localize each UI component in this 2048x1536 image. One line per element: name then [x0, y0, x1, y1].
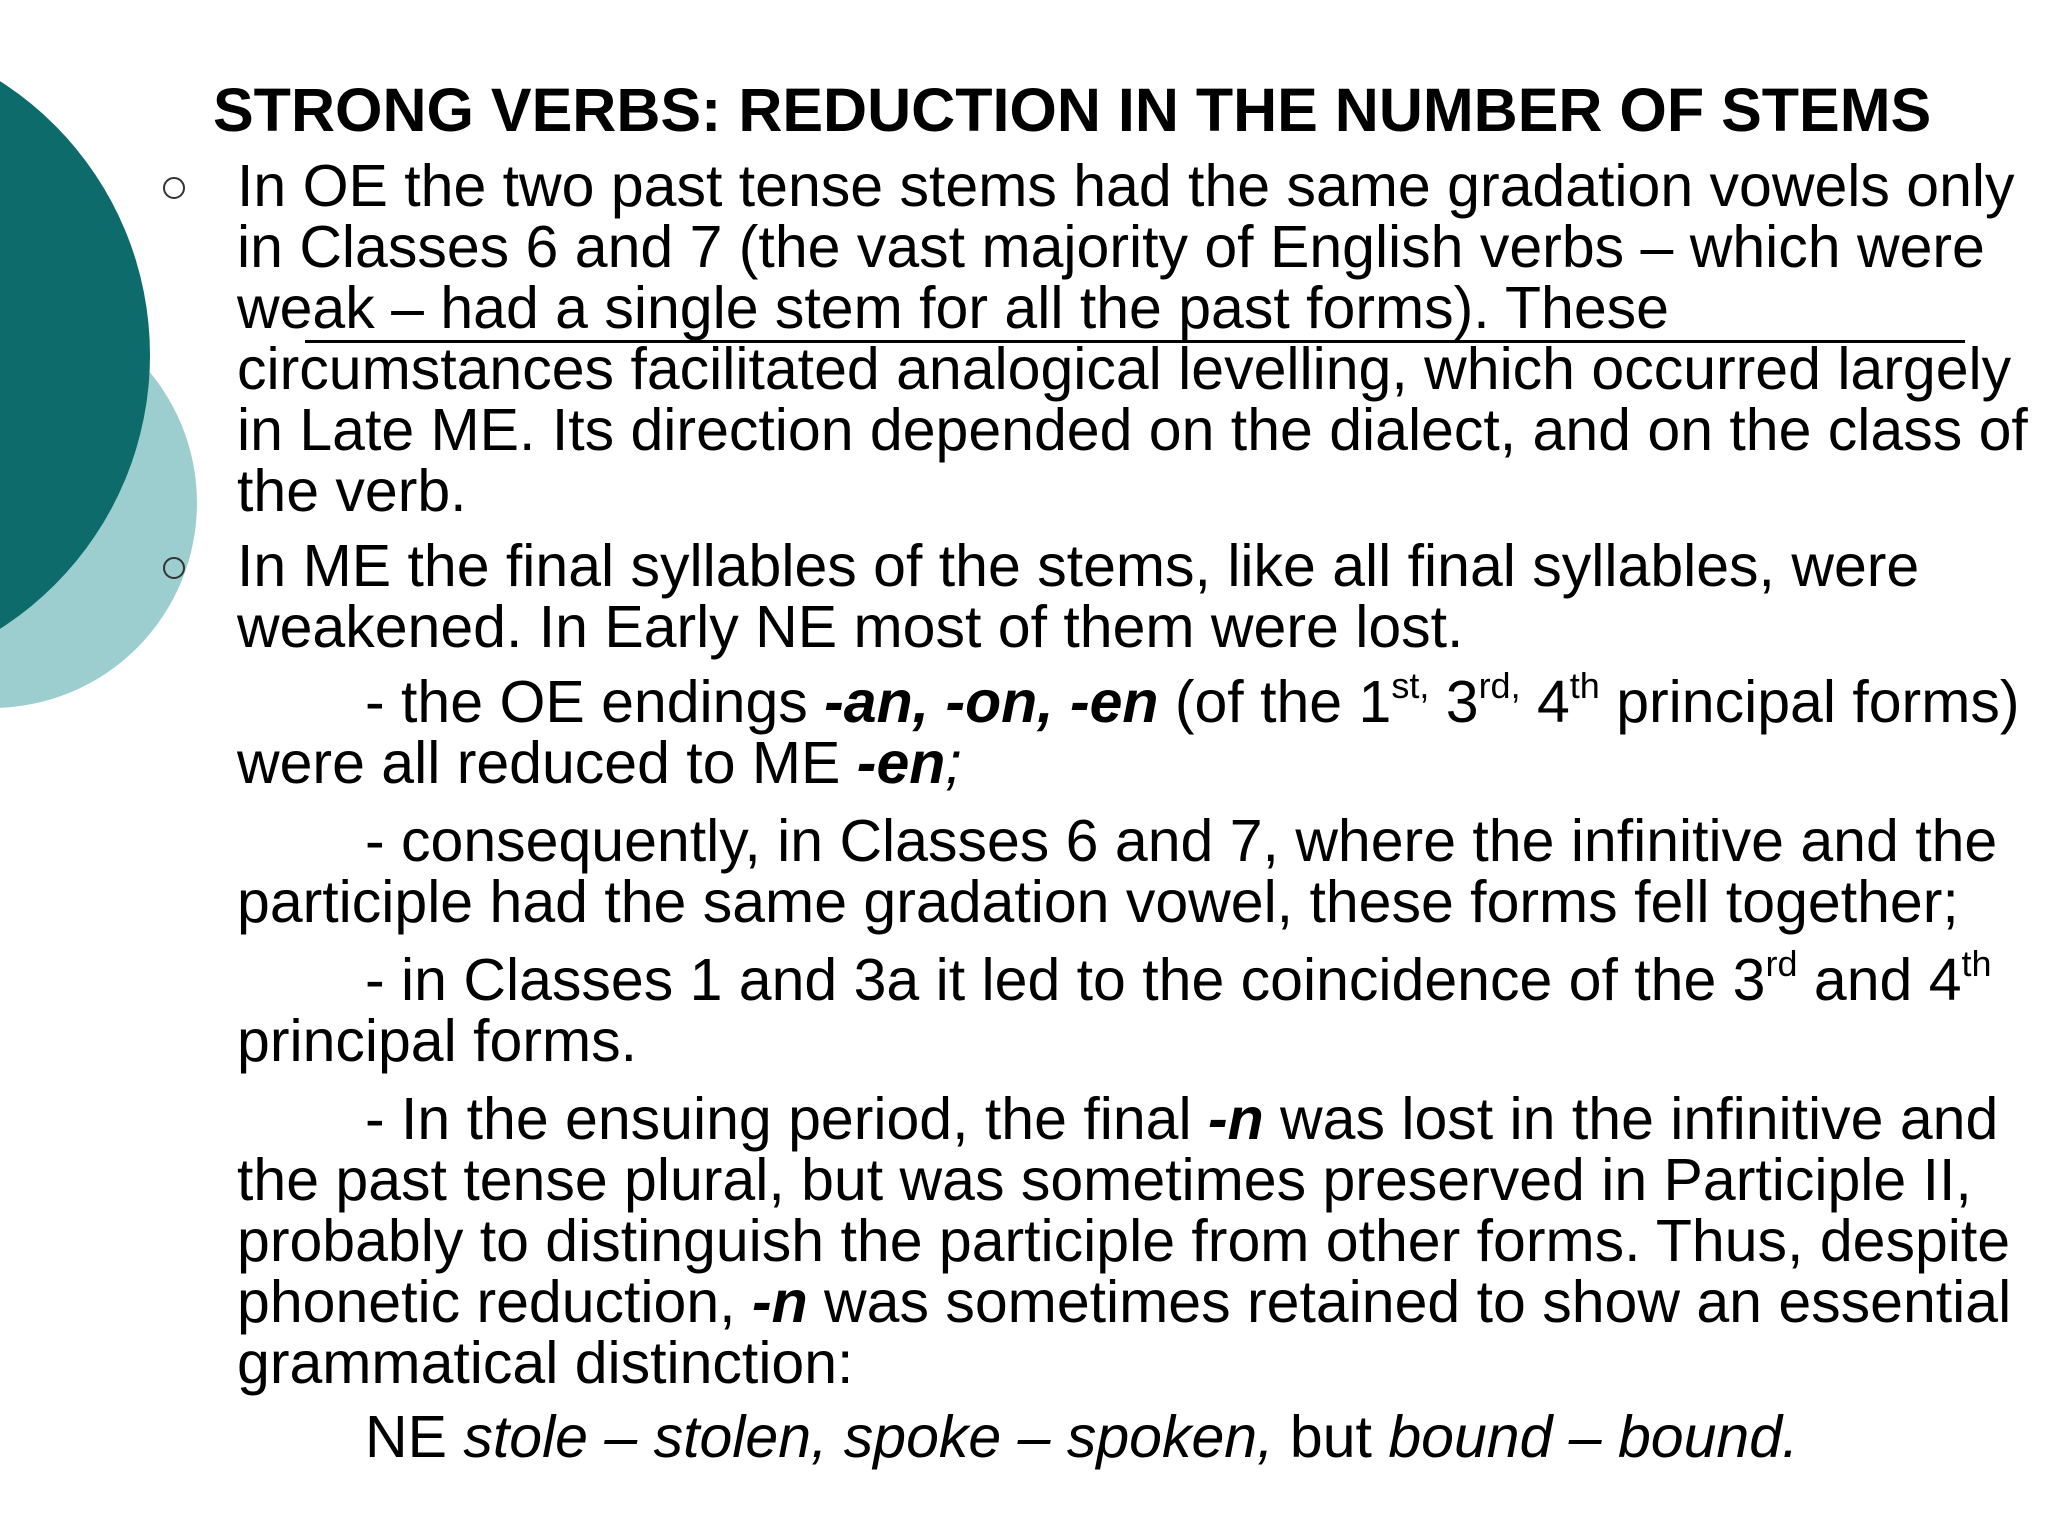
- superscript: rd: [1765, 943, 1798, 984]
- text-run: - in Classes 1 and 3a it led to the coincidence of the 3: [365, 947, 1766, 1013]
- text-run: and 4: [1797, 947, 1962, 1013]
- text-run: - In the ensuing period, the final: [365, 1086, 1208, 1152]
- text-run: - consequently, in Classes 6 and 7, where the infinitive and the participle had the same gradation vowel, these forms fell together;: [237, 808, 1998, 935]
- text-run: NE: [365, 1404, 464, 1470]
- bullet-text: In OE the two past tense stems had the same gradation vowels only in Classes 6 and 7 (the vast majority of English verbs – which were weak – had a single stem for all the past forms). These circumstances facilitated analogical levelling, which occurred largely in Late ME. Its direction depended on the dialect, and on the class of the verb.: [237, 153, 2028, 524]
- paragraph-ensuing-period: [237, 1086, 2037, 1396]
- text-run: ;: [945, 730, 962, 796]
- superscript: st,: [1391, 665, 1430, 706]
- text-run: was sometimes retained to show an essential grammatical distinction:: [237, 1269, 2012, 1396]
- text-run: - the OE endings: [365, 669, 825, 735]
- paragraph-examples: [237, 1404, 2037, 1470]
- light-teal-circle: [0, 298, 197, 708]
- ending-n-text: -n: [1207, 1086, 1264, 1152]
- text-run: 4: [1520, 669, 1570, 735]
- superscript: th: [1569, 665, 1600, 706]
- superscript: th: [1961, 943, 1992, 984]
- example-text: stole – stolen, spoke – spoken,: [463, 1404, 1274, 1470]
- hollow-circle-bullet-icon: [163, 177, 185, 199]
- slide-content: [237, 153, 2037, 1470]
- slide-title: STRONG VERBS: REDUCTION IN THE NUMBER OF STEMS: [213, 76, 1932, 144]
- paragraph-endings: [237, 665, 2037, 796]
- text-run: principal forms) were all reduced to ME: [237, 669, 2020, 796]
- paragraph-classes-6-7: [237, 808, 2037, 935]
- dark-teal-circle: [0, 30, 150, 680]
- endings-text: -an, -on, -en: [824, 669, 1159, 735]
- text-run: 3: [1429, 669, 1479, 735]
- example-text: bound – bound.: [1388, 1404, 1799, 1470]
- text-run: was lost in the infinitive and the past tense plural, but was sometimes preserved in Participle II, probably to distinguish the participle from other forms. Thus, despite phonetic reduction,: [237, 1086, 2011, 1335]
- text-run: but: [1273, 1404, 1389, 1470]
- paragraph-classes-1-3a: [237, 943, 2037, 1074]
- bullet-item: [237, 153, 2037, 524]
- bullet-text: In ME the final syllables of the stems, like all final syllables, were weakened. In Early NE most of them were lost.: [237, 533, 1920, 660]
- ending-n-text: -n: [751, 1269, 808, 1335]
- bullet-item: [237, 533, 2037, 660]
- ending-en-text: -en: [856, 730, 946, 796]
- hollow-circle-bullet-icon: [163, 557, 185, 579]
- text-run: (of the 1: [1158, 669, 1392, 735]
- text-run: principal forms.: [237, 1008, 638, 1074]
- superscript: rd,: [1478, 665, 1521, 706]
